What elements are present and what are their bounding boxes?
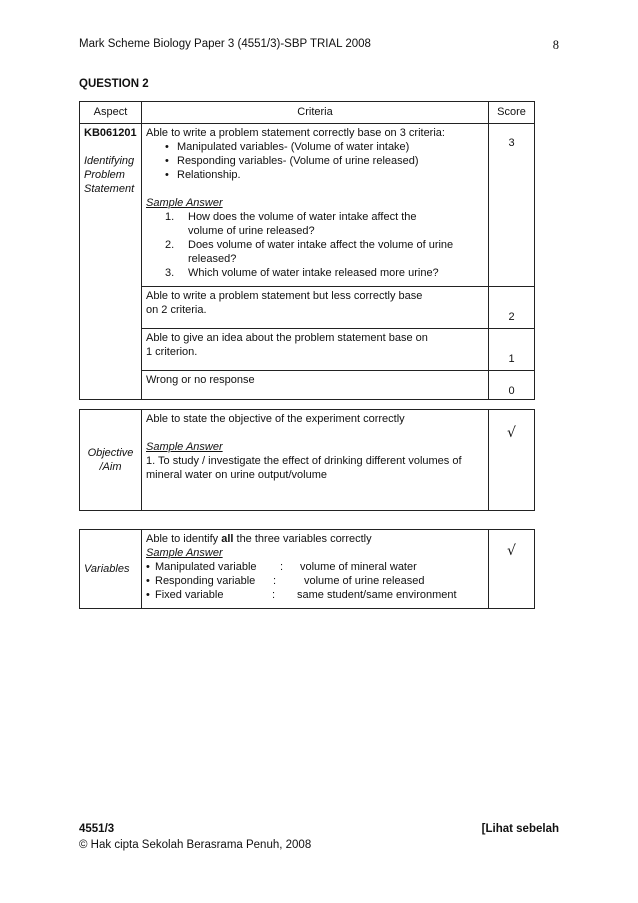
page-header — [79, 38, 559, 52]
check-mark-icon: √ — [507, 543, 516, 559]
header-criteria: Criteria — [142, 102, 489, 124]
criteria-text — [146, 532, 484, 546]
check-mark-icon: √ — [507, 425, 516, 441]
score-cell — [489, 329, 535, 371]
header-aspect: Aspect — [80, 102, 142, 124]
sample-answer-text: 1. To study / investigate the effect of drinking different volumes of mineral water on urine output/volume — [146, 455, 462, 481]
answer-text: How does the volume of water intake affect the volume of urine released? — [188, 211, 417, 237]
page-number: 8 — [552, 38, 559, 52]
footer-next-page: [Lihat sebelah — [481, 823, 559, 835]
list-item — [146, 574, 484, 588]
footer-copyright: © Hak cipta Sekolah Berasrama Penuh, 2008 — [79, 839, 312, 851]
answer-number: 1. — [165, 211, 175, 223]
criteria-cell — [142, 410, 489, 511]
sample-answer-label: Sample Answer — [146, 441, 223, 453]
criteria-text-after: the three variables correctly — [233, 533, 372, 545]
criteria-cell: Able to give an idea about the problem statement base on 1 criterion. — [142, 329, 489, 371]
criteria-cell: Able to write a problem statement but less correctly base on 2 criteria. — [142, 287, 489, 329]
score-cell — [489, 530, 535, 609]
score-cell — [489, 124, 535, 287]
score-cell — [489, 287, 535, 329]
aspect-cell: Objective /Aim — [80, 410, 142, 511]
bullet: • — [146, 575, 150, 587]
variable-value: volume of mineral water — [300, 561, 417, 573]
list-item — [146, 588, 484, 602]
table-row — [80, 124, 535, 287]
variable-colon: : — [272, 589, 276, 601]
variable-name: Fixed variable — [155, 589, 224, 601]
criteria-cell — [142, 530, 489, 609]
header-score: Score — [489, 102, 535, 124]
list-item: • Manipulated variables- (Volume of water intake) — [146, 140, 484, 154]
variable-value: same student/same environment — [297, 589, 457, 601]
score-value: 0 — [508, 385, 515, 397]
variable-colon: : — [280, 561, 284, 573]
sample-answer-label: Sample Answer — [146, 547, 223, 559]
criteria-text-before: Able to identify — [146, 533, 222, 545]
header-title: Mark Scheme Biology Paper 3 (4551/3)-SBP TRIAL 2008 — [79, 38, 371, 50]
aspect-cell: Variables — [80, 530, 142, 609]
criteria-text: Able to state the objective of the experiment correctly — [146, 413, 405, 425]
table-row — [80, 329, 535, 371]
bullet: • — [146, 561, 150, 573]
aspect-cell — [80, 124, 142, 400]
variable-value: volume of urine released — [304, 575, 425, 587]
table-row — [80, 410, 535, 511]
score-cell — [489, 371, 535, 400]
variable-name: Responding variable — [155, 575, 256, 587]
answer-text: Which volume of water intake released more urine? — [188, 267, 439, 279]
list-item: • Responding variables- (Volume of urine released) — [146, 154, 484, 168]
variable-colon: : — [273, 575, 277, 587]
objective-table — [79, 409, 535, 511]
criteria-intro: Able to write a problem statement correctly base on 3 criteria: — [146, 127, 445, 139]
table-row — [80, 530, 535, 609]
table-row — [80, 371, 535, 400]
list-item: • Relationship. — [146, 168, 484, 182]
question-title: QUESTION 2 — [79, 78, 149, 90]
list-item — [146, 238, 484, 266]
score-cell — [489, 410, 535, 511]
score-value: 2 — [508, 311, 515, 323]
answer-number: 2. — [165, 239, 175, 251]
answer-text: Does volume of water intake affect the volume of urine released? — [188, 239, 454, 265]
sample-answers — [146, 210, 484, 280]
variable-list — [146, 560, 484, 602]
criteria-cell: Wrong or no response — [142, 371, 489, 400]
table-row — [80, 287, 535, 329]
bullet: • — [146, 589, 150, 601]
list-item — [146, 210, 484, 238]
list-item — [146, 266, 484, 280]
footer-paper-code: 4551/3 — [79, 823, 115, 835]
score-value: 1 — [508, 353, 515, 365]
criteria-cell — [142, 124, 489, 287]
sample-answer-label: Sample Answer — [146, 197, 223, 209]
problem-statement-table — [79, 101, 535, 400]
answer-number: 3. — [165, 267, 175, 279]
aspect-name: Identifying Problem Statement — [84, 155, 135, 195]
aspect-code: KB061201 — [84, 127, 137, 139]
list-item — [146, 560, 484, 574]
criteria-text-emphasis: all — [221, 533, 234, 545]
table-header-row — [80, 102, 535, 124]
variable-name: Manipulated variable — [155, 561, 257, 573]
score-value: 3 — [508, 137, 515, 149]
variables-table — [79, 529, 535, 609]
criteria-bullets — [146, 140, 484, 182]
